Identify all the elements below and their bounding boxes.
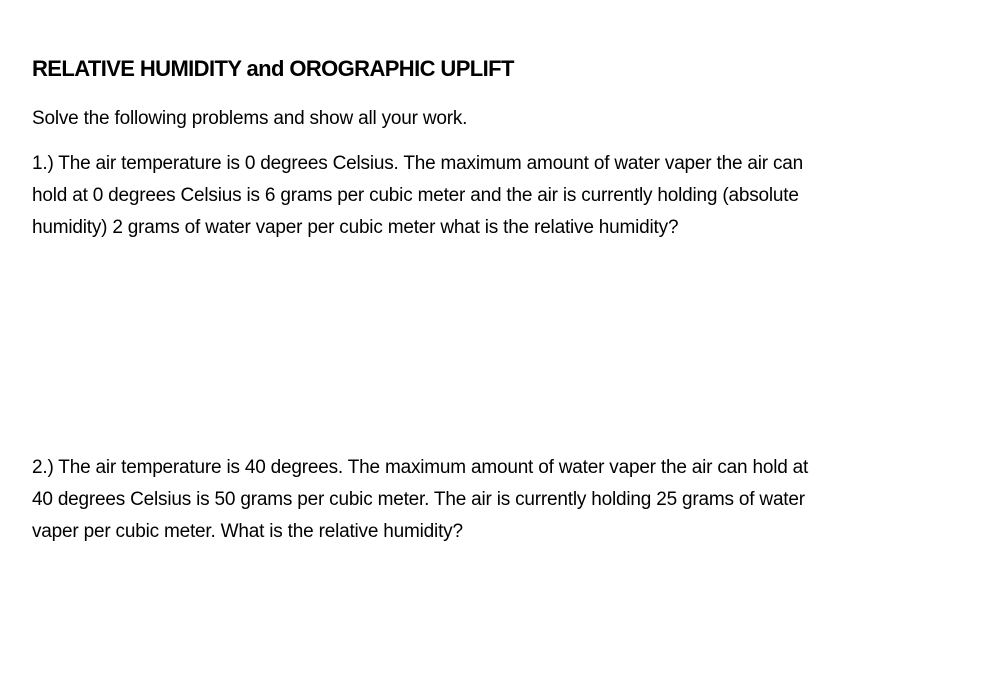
problem-2 — [32, 452, 808, 548]
problem-2-line-1: 2.) The air temperature is 40 degrees. The maximum amount of water vaper the air can hold at — [32, 457, 809, 478]
problem-1-line-2: hold at 0 degrees Celsius is 6 grams per cubic meter and the air is currently holding (absolute — [32, 185, 799, 206]
instructions-text: Solve the following problems and show all your work. — [32, 108, 468, 129]
problem-1-line-3: humidity) 2 grams of water vaper per cubic meter what is the relative humidity? — [32, 217, 679, 238]
problem-1 — [32, 148, 803, 244]
problem-2-line-2: 40 degrees Celsius is 50 grams per cubic meter. The air is currently holding 25 grams of water — [32, 489, 805, 510]
worksheet-title: RELATIVE HUMIDITY and OROGRAPHIC UPLIFT — [32, 56, 514, 81]
problem-1-line-1: 1.) The air temperature is 0 degrees Celsius. The maximum amount of water vaper the air can — [32, 153, 804, 174]
problem-2-line-3: vaper per cubic meter. What is the relative humidity? — [32, 521, 463, 542]
